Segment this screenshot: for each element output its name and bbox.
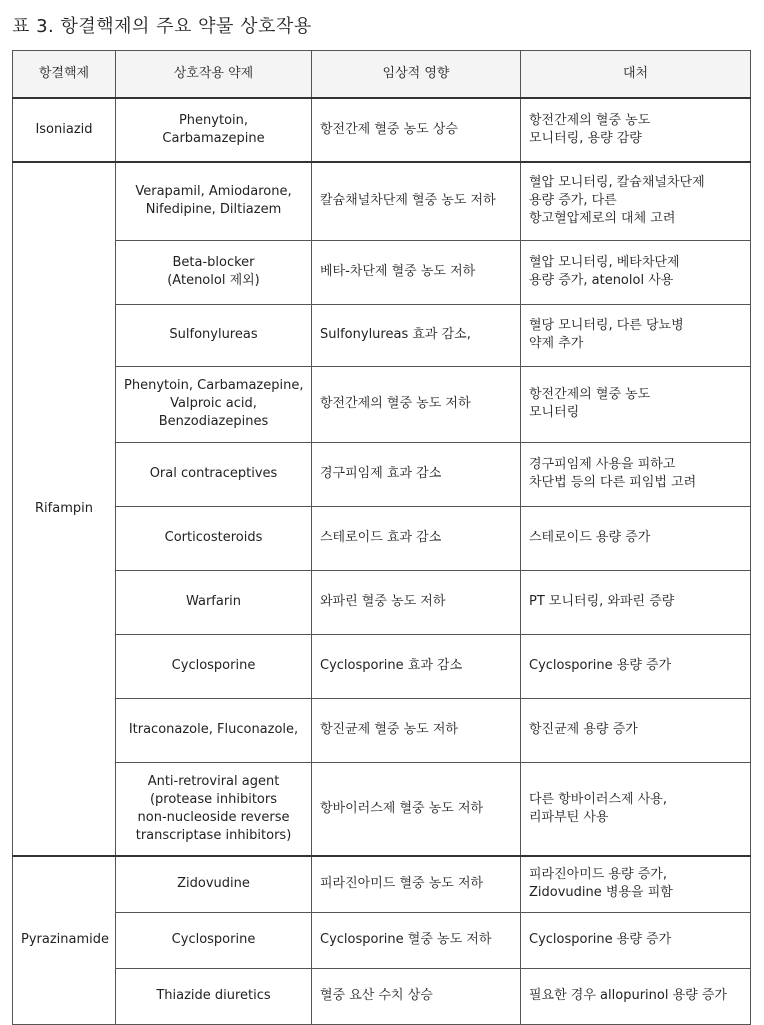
alt-text-line: 항전간제의 혈중 농도: [529, 113, 651, 128]
agent-text-line: Beta-blocker: [172, 255, 255, 270]
table-row: [13, 442, 751, 506]
effect-text-line: 피라진아미드 혈중 농도 저하: [320, 876, 484, 892]
table-row: [13, 912, 751, 968]
table-row: [13, 506, 751, 570]
cell-agent: [116, 968, 312, 1024]
agent-text-line: Thiazide diuretics: [156, 988, 271, 1003]
effect-text-line: 스테로이드 효과 감소: [320, 530, 442, 545]
alt-text-line: 용량 증가, atenolol 사용: [529, 273, 674, 288]
cell-alt: [521, 162, 751, 240]
agent-text-line: Corticosteroids: [164, 530, 263, 545]
agent-text-line: Cyclosporine: [171, 932, 256, 947]
agent-text-line: Sulfonylureas: [169, 327, 258, 342]
cell-effect: [312, 634, 521, 698]
header-interacting-agent: 상호작용 약제: [116, 51, 312, 99]
table-row: [13, 762, 751, 856]
cell-agent: [116, 698, 312, 762]
cell-effect: [312, 762, 521, 856]
cell-alt: [521, 442, 751, 506]
table-row: [13, 698, 751, 762]
cell-alt: [521, 98, 751, 162]
table-row: [13, 98, 751, 162]
alt-text-line: 다른 항바이러스제 사용,: [529, 791, 667, 807]
header-row: [13, 51, 751, 99]
effect-text-line: 베타-차단제 혈중 농도 저하: [320, 264, 476, 279]
effect-text-line: 와파린 혈중 농도 저하: [320, 594, 446, 609]
effect-text-line: 항전간제 혈중 농도 상승: [320, 122, 458, 137]
cell-effect: [312, 698, 521, 762]
agent-text-line: Valproic acid,: [170, 396, 257, 411]
cell-tb-drug: Isoniazid: [13, 98, 116, 162]
alt-text-line: 피라진아미드 용량 증가,: [529, 867, 667, 883]
cell-effect: [312, 240, 521, 304]
agent-text-line: Carbamazepine: [162, 131, 265, 146]
agent-text-line: (protease inhibitors: [149, 791, 278, 807]
effect-text-line: 항바이러스제 혈중 농도 저하: [320, 800, 484, 816]
cell-alt: [521, 856, 751, 912]
cell-alt: [521, 968, 751, 1024]
alt-text-line: 혈압 모니터링, 베타차단제: [529, 255, 680, 270]
table-title: 표 3. 항결핵제의 주요 약물 상호작용: [12, 16, 312, 37]
agent-text-line: (Atenolol 제외): [167, 273, 260, 288]
agent-text-line: Cyclosporine: [171, 658, 256, 673]
cell-effect: [312, 304, 521, 366]
table-row: [13, 162, 751, 240]
agent-text-line: Benzodiazepines: [158, 414, 269, 429]
table-row: [13, 570, 751, 634]
alt-text-line: 항진균제 용량 증가: [529, 722, 638, 737]
alt-text-line: Zidovudine 병용을 피함: [529, 885, 673, 901]
cell-agent: [116, 762, 312, 856]
table-header: [13, 51, 751, 99]
cell-alt: [521, 698, 751, 762]
alt-text-line: 모니터링: [529, 405, 580, 420]
header-clinical-effect: 임상적 영향: [312, 51, 521, 99]
cell-agent: [116, 304, 312, 366]
agent-text-line: Anti-retroviral agent: [147, 773, 280, 789]
agent-text-line: Nifedipine, Diltiazem: [145, 202, 282, 218]
alt-text-line: 스테로이드 용량 증가: [529, 530, 651, 545]
effect-text-line: 경구피임제 효과 감소: [320, 466, 442, 481]
effect-text-line: Cyclosporine 혈중 농도 저하: [320, 932, 492, 947]
alt-text-line: 혈압 모니터링, 칼슘채널차단제: [529, 175, 705, 191]
cell-alt: [521, 506, 751, 570]
cell-agent: [116, 506, 312, 570]
alt-text-line: 필요한 경우 allopurinol 용량 증가: [529, 988, 727, 1003]
cell-alt: [521, 762, 751, 856]
agent-text-line: Zidovudine: [177, 876, 250, 892]
agent-text-line: Phenytoin,: [178, 113, 249, 128]
alt-text-line: 약제 추가: [529, 336, 584, 351]
agent-text-line: Oral contraceptives: [149, 466, 278, 481]
cell-alt: [521, 570, 751, 634]
table-row: [13, 968, 751, 1024]
cell-agent: [116, 912, 312, 968]
cell-agent: [116, 442, 312, 506]
alt-text-line: 항전간제의 혈중 농도: [529, 387, 651, 402]
agent-text-line: Phenytoin, Carbamazepine,: [124, 378, 304, 393]
effect-text-line: 항진균제 혈중 농도 저하: [320, 722, 458, 737]
alt-text-line: 항고혈압제로의 대체 고려: [529, 211, 676, 227]
alt-text-line: 용량 증가, 다른: [529, 193, 617, 209]
table-row: [13, 366, 751, 442]
cell-agent: [116, 98, 312, 162]
cell-effect: [312, 366, 521, 442]
cell-effect: [312, 570, 521, 634]
agent-text-line: Verapamil, Amiodarone,: [135, 184, 292, 200]
agent-text-line: Warfarin: [185, 594, 242, 609]
cell-effect: [312, 442, 521, 506]
effect-text-line: 칼슘채널차단제 혈중 농도 저하: [320, 193, 496, 209]
cell-effect: [312, 162, 521, 240]
header-tb-drug: 항결핵제: [13, 51, 116, 99]
table-row: [13, 240, 751, 304]
cell-effect: [312, 856, 521, 912]
cell-alt: [521, 912, 751, 968]
cell-agent: [116, 570, 312, 634]
effect-text-line: Cyclosporine 효과 감소: [320, 658, 463, 673]
cell-agent: [116, 162, 312, 240]
cell-effect: [312, 912, 521, 968]
header-management: 대처: [521, 51, 751, 99]
cell-alt: [521, 634, 751, 698]
cell-tb-drug: Pyrazinamide: [13, 856, 116, 1024]
cell-agent: [116, 240, 312, 304]
cell-alt: [521, 240, 751, 304]
effect-text-line: Sulfonylureas 효과 감소,: [320, 327, 471, 342]
agent-text-line: Itraconazole, Fluconazole,: [128, 722, 299, 737]
agent-text-line: non-nucleoside reverse: [137, 809, 290, 825]
cell-tb-drug: Rifampin: [13, 162, 116, 856]
cell-alt: [521, 304, 751, 366]
alt-text-line: PT 모니터링, 와파린 증량: [529, 594, 675, 609]
cell-effect: [312, 506, 521, 570]
cell-alt: [521, 366, 751, 442]
cell-effect: [312, 968, 521, 1024]
alt-text-line: 혈당 모니터링, 다른 당뇨병: [529, 318, 684, 333]
table-row: [13, 634, 751, 698]
table-body: [13, 98, 751, 1024]
agent-text-line: transcriptase inhibitors): [135, 827, 292, 843]
effect-text-line: 혈중 요산 수치 상승: [320, 988, 433, 1003]
table-row: [13, 856, 751, 912]
cell-agent: [116, 856, 312, 912]
alt-text-line: 경구피임제 사용을 피하고: [529, 457, 676, 472]
alt-text-line: 차단법 등의 다른 피임법 고려: [529, 475, 697, 490]
alt-text-line: 모니터링, 용량 감량: [529, 131, 642, 146]
table-row: [13, 304, 751, 366]
alt-text-line: Cyclosporine 용량 증가: [529, 658, 672, 673]
cell-effect: [312, 98, 521, 162]
alt-text-line: 리파부틴 사용: [529, 809, 609, 825]
alt-text-line: Cyclosporine 용량 증가: [529, 932, 672, 947]
cell-agent: [116, 634, 312, 698]
cell-agent: [116, 366, 312, 442]
effect-text-line: 항전간제의 혈중 농도 저하: [320, 396, 471, 411]
drug-interaction-table: [12, 50, 751, 1025]
